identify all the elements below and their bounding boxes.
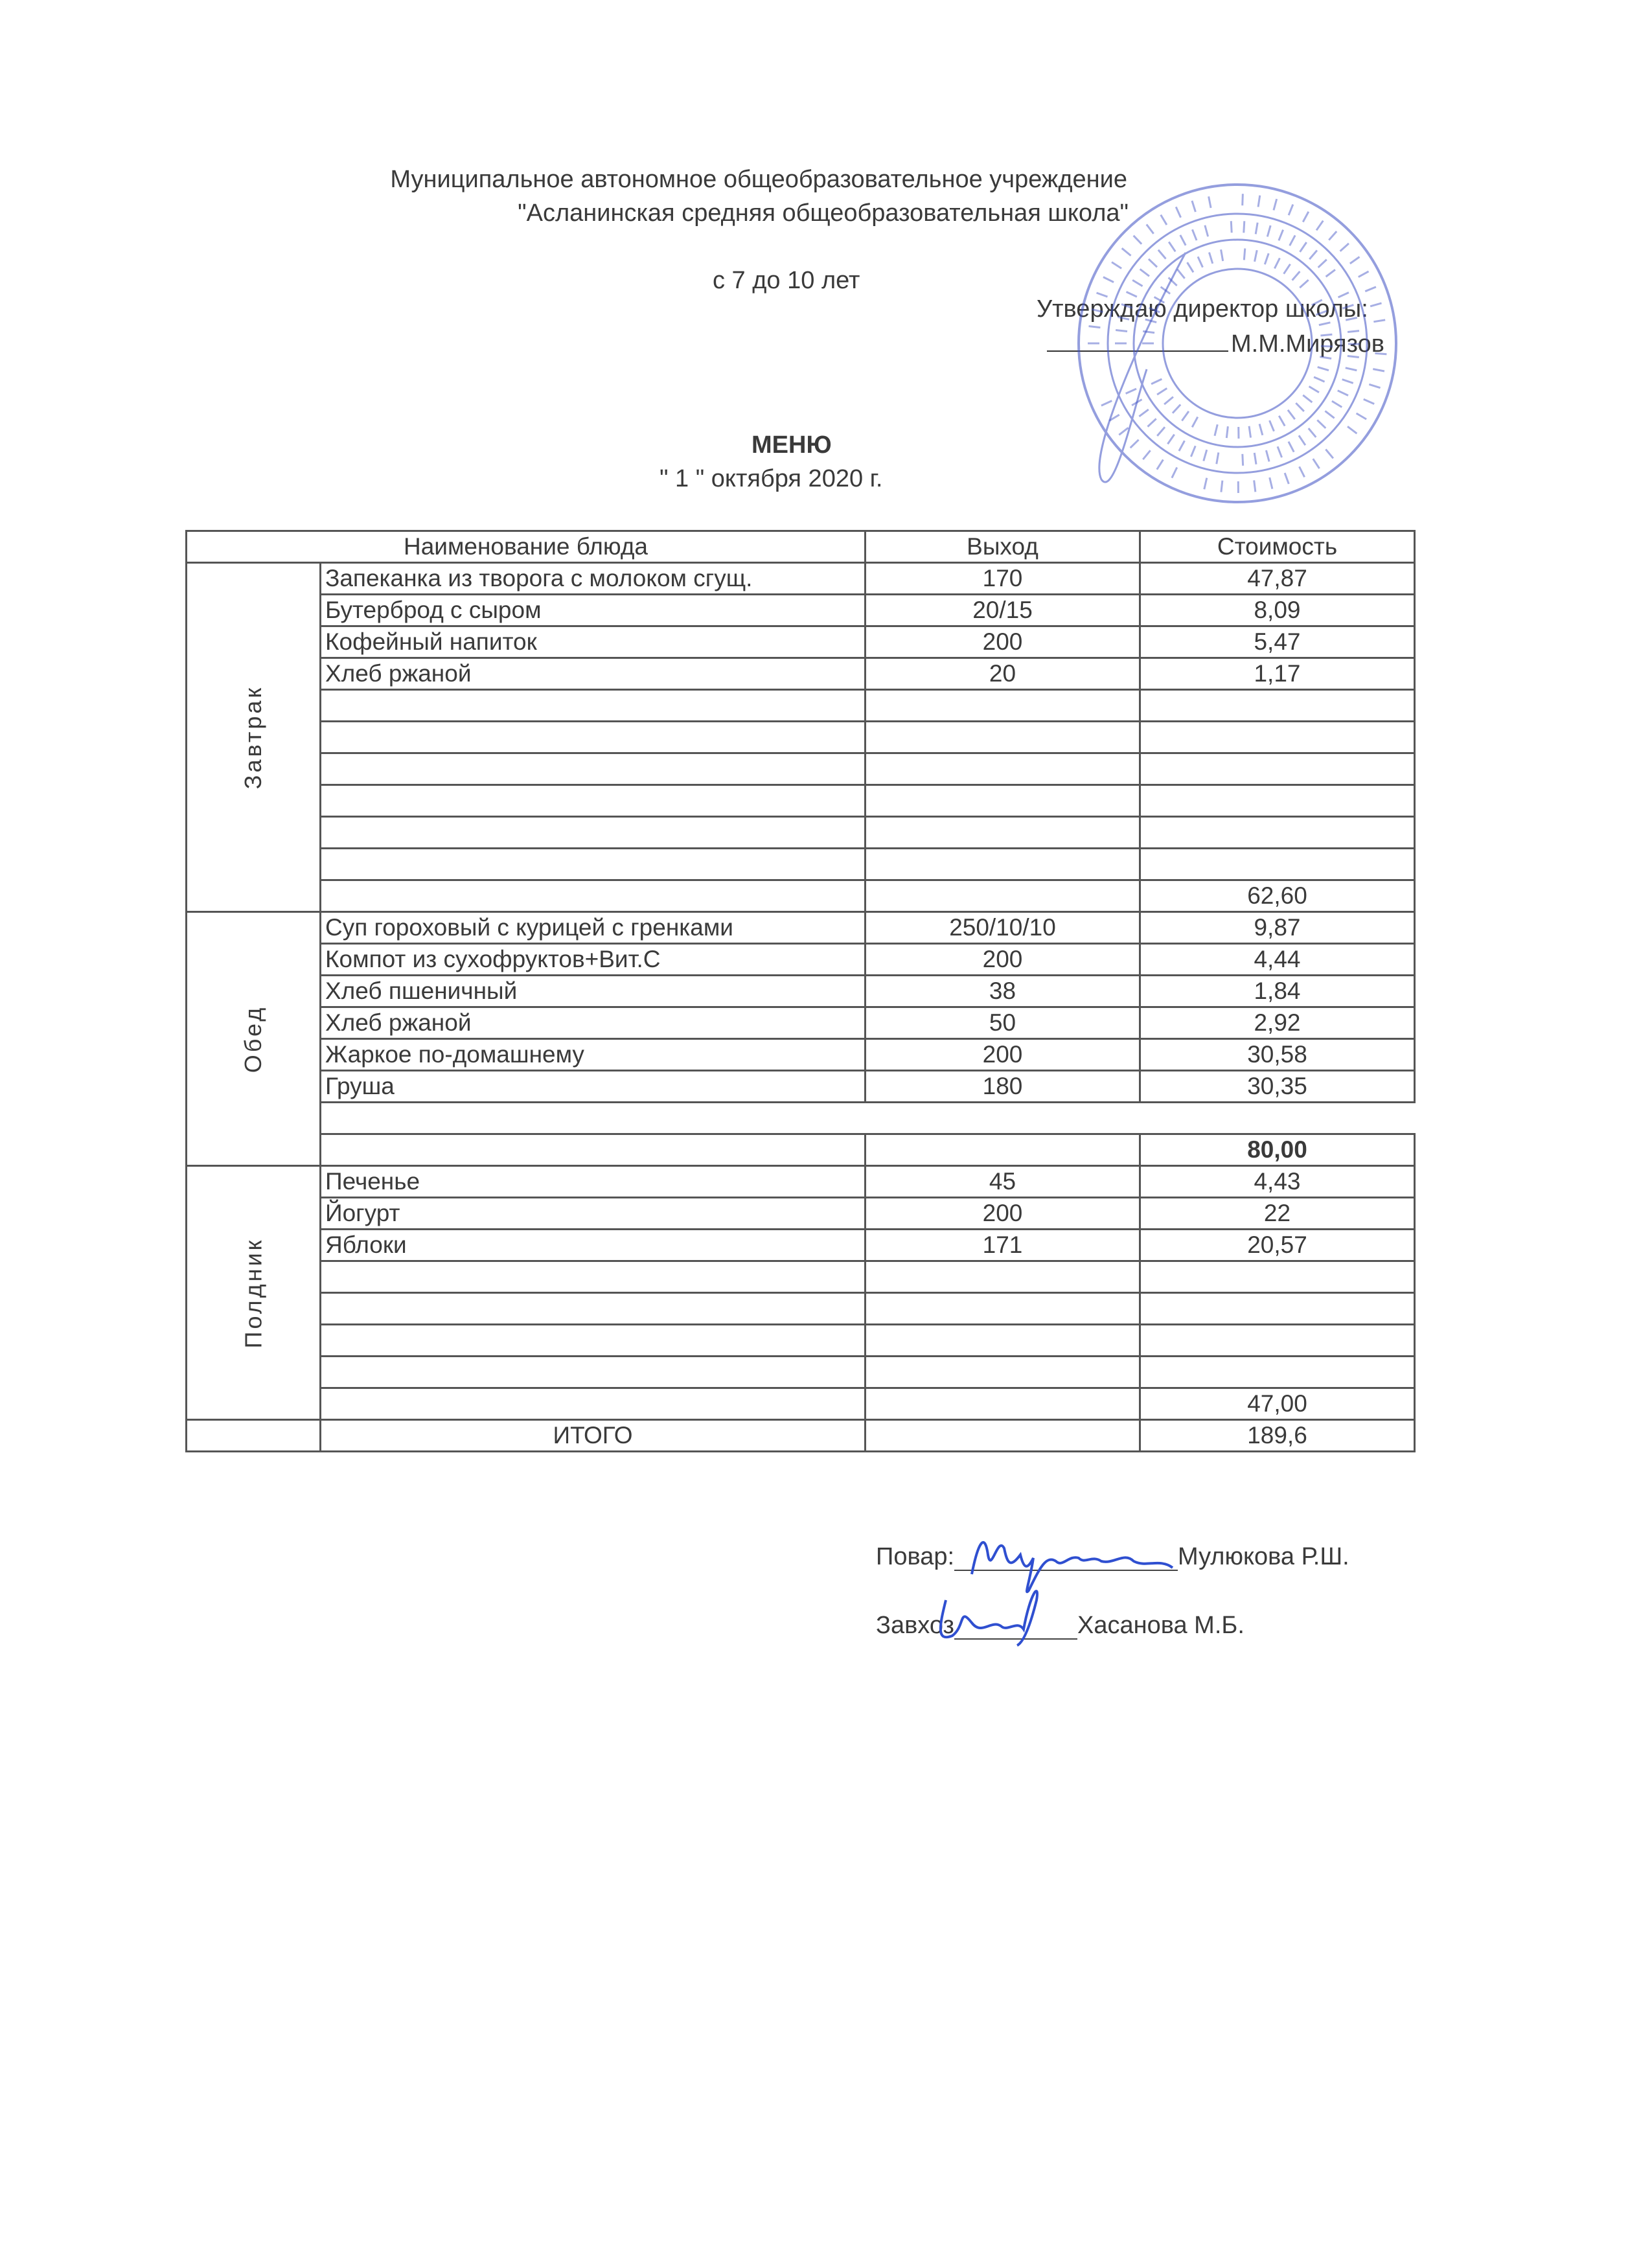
stamp-letter-mark — [1176, 207, 1180, 217]
stamp-letter-mark — [1151, 379, 1162, 384]
table-row — [187, 1166, 1415, 1198]
dish-cost: 1,17 — [1140, 658, 1415, 690]
stamp-letter-mark — [1284, 264, 1291, 274]
dish-output: 50 — [866, 1007, 1140, 1039]
stamp-letter-mark — [1342, 305, 1353, 309]
stamp-letter-mark — [1143, 450, 1150, 459]
meal-category-label: Полдник — [239, 1237, 266, 1348]
meal-category-1 — [187, 912, 321, 1166]
dish-output: 171 — [866, 1230, 1140, 1261]
stamp-letter-mark — [1278, 446, 1282, 457]
page-title: МЕНЮ — [751, 431, 832, 459]
stamp-letter-mark — [1192, 417, 1198, 428]
dish-cost — [1140, 1261, 1415, 1293]
dish-cost: 20,57 — [1140, 1230, 1415, 1261]
empty-merged-cell — [321, 1103, 1415, 1134]
stamp-letter-mark — [1167, 435, 1174, 444]
table-row — [187, 1325, 1415, 1357]
stamp-letter-mark — [1157, 427, 1165, 436]
column-header-output: Выход — [866, 531, 1140, 563]
empty-cell — [321, 880, 866, 912]
dish-name — [321, 753, 866, 785]
section-total-row — [187, 880, 1415, 912]
stamp-letter-mark — [1357, 413, 1367, 419]
stamp-letter-mark — [1303, 395, 1312, 402]
stamp-letter-mark — [1332, 401, 1342, 407]
column-header-cost: Стоимость — [1140, 531, 1415, 563]
stamp-letter-mark — [1140, 269, 1149, 276]
stamp-letter-mark — [1149, 259, 1157, 267]
grand-total-label: ИТОГО — [321, 1420, 866, 1452]
stamp-letter-mark — [1139, 409, 1148, 417]
stamp-letter-mark — [1316, 311, 1327, 315]
dish-cost — [1140, 690, 1415, 722]
stamp-letter-mark — [1309, 428, 1316, 437]
stamp-letter-mark — [1288, 410, 1295, 419]
dish-name: Хлеб ржаной — [321, 1007, 866, 1039]
stamp-letter-mark — [1112, 262, 1121, 269]
stamp-letter-mark — [1182, 411, 1188, 421]
empty-cell — [187, 1420, 321, 1452]
stamp-letter-mark — [1205, 225, 1208, 236]
stamp-letter-mark — [1244, 221, 1245, 233]
table-row — [187, 785, 1415, 817]
dish-cost: 47,87 — [1140, 563, 1415, 595]
dish-cost: 8,09 — [1140, 595, 1415, 626]
dish-output: 38 — [866, 976, 1140, 1007]
dish-cost — [1140, 722, 1415, 753]
keeper-handwritten-signature — [926, 1581, 1069, 1652]
stamp-letter-mark — [1092, 309, 1103, 312]
table-row — [187, 1071, 1415, 1103]
dish-name: Яблоки — [321, 1230, 866, 1261]
dish-name — [321, 817, 866, 849]
stamp-letter-mark — [1259, 424, 1263, 435]
stamp-letter-mark — [1121, 304, 1132, 308]
stamp-letter-mark — [1231, 221, 1232, 233]
dish-output: 20 — [866, 658, 1140, 690]
section-total: 47,00 — [1140, 1388, 1415, 1420]
stamp-letter-mark — [1373, 369, 1384, 371]
stamp-letter-mark — [1116, 330, 1127, 332]
dish-name: Бутерброд с сыром — [321, 595, 866, 626]
empty-cell — [321, 1134, 866, 1166]
stamp-letter-mark — [1177, 269, 1184, 279]
stamp-letter-mark — [1299, 435, 1305, 445]
table-row — [187, 753, 1415, 785]
stamp-letter-mark — [1319, 323, 1331, 325]
menu-date: " 1 " октября 2020 г. — [660, 465, 883, 492]
meal-category-2 — [187, 1166, 321, 1420]
stamp-letter-mark — [1346, 368, 1357, 371]
dish-name: Йогурт — [321, 1198, 866, 1230]
dish-output: 200 — [866, 626, 1140, 658]
dish-name: Печенье — [321, 1166, 866, 1198]
stamp-letter-mark — [1370, 303, 1381, 306]
dish-name: Жаркое по-домашнему — [321, 1039, 866, 1071]
dish-output — [866, 690, 1140, 722]
dish-output — [866, 1325, 1140, 1357]
stamp-letter-mark — [1321, 346, 1333, 347]
stamp-letter-mark — [1249, 426, 1251, 438]
table-row — [187, 817, 1415, 849]
stamp-letter-mark — [1187, 262, 1193, 272]
dish-output — [866, 722, 1140, 753]
stamp-letter-mark — [1274, 199, 1277, 210]
dish-name — [321, 1357, 866, 1388]
dish-output: 20/15 — [866, 595, 1140, 626]
table-row — [187, 912, 1415, 944]
dish-cost: 4,43 — [1140, 1166, 1415, 1198]
empty-cell — [866, 1420, 1140, 1452]
stamp-letter-mark — [1300, 280, 1308, 288]
stamp-letter-mark — [1244, 248, 1245, 260]
stamp-letter-mark — [1350, 257, 1360, 263]
dish-output: 170 — [866, 563, 1140, 595]
stamp-letter-mark — [1157, 388, 1167, 395]
stamp-letter-mark — [1320, 334, 1332, 336]
table-row — [187, 722, 1415, 753]
stamp-letter-mark — [1173, 405, 1180, 413]
meal-category-label: Обед — [239, 1005, 266, 1073]
dish-cost — [1140, 817, 1415, 849]
stamp-letter-mark — [1359, 271, 1369, 277]
stamp-letter-mark — [1172, 468, 1177, 478]
stamp-letter-mark — [1348, 356, 1359, 357]
stamp-letter-mark — [1147, 418, 1156, 426]
dish-cost: 9,87 — [1140, 912, 1415, 944]
stamp-letter-mark — [1209, 253, 1212, 264]
dish-output: 250/10/10 — [866, 912, 1140, 944]
dish-output: 200 — [866, 1198, 1140, 1230]
stamp-letter-mark — [1375, 353, 1386, 354]
dish-name — [321, 1293, 866, 1325]
table-header-row — [187, 531, 1415, 563]
stamp-letter-mark — [1221, 249, 1223, 261]
stamp-letter-mark — [1289, 442, 1294, 452]
dish-name — [321, 785, 866, 817]
keeper-label: Завхоз — [876, 1612, 954, 1639]
table-row — [187, 1198, 1415, 1230]
stamp-letter-mark — [1217, 452, 1219, 464]
section-total: 80,00 — [1140, 1134, 1415, 1166]
dish-output — [866, 753, 1140, 785]
table-row — [187, 658, 1415, 690]
dish-cost: 2,92 — [1140, 1007, 1415, 1039]
stamp-letter-mark — [1348, 331, 1359, 332]
table-row — [187, 626, 1415, 658]
dish-output — [866, 1357, 1140, 1388]
stamp-letter-mark — [1274, 258, 1279, 268]
dish-cost — [1140, 849, 1415, 880]
dish-name: Запеканка из творога с молоком сгущ. — [321, 563, 866, 595]
dish-output — [866, 849, 1140, 880]
stamp-letter-mark — [1204, 450, 1207, 461]
empty-cell — [866, 1134, 1140, 1166]
dish-output — [866, 1261, 1140, 1293]
stamp-letter-mark — [1318, 260, 1327, 268]
stamp-letter-mark — [1364, 399, 1374, 404]
dish-name: Кофейный напиток — [321, 626, 866, 658]
dish-output — [866, 817, 1140, 849]
stamp-letter-mark — [1198, 257, 1202, 267]
dish-name: Груша — [321, 1071, 866, 1103]
stamp-letter-mark — [1309, 250, 1317, 259]
dish-name — [321, 1261, 866, 1293]
organization-name-line1: Муниципальное автономное общеобразовательное учреждение — [390, 166, 1127, 193]
stamp-letter-mark — [1312, 300, 1322, 305]
dish-output: 200 — [866, 1039, 1140, 1071]
stamp-letter-mark — [1340, 244, 1349, 251]
table-row — [187, 849, 1415, 880]
director-name: М.М.Мирязов — [1231, 330, 1384, 358]
stamp-letter-mark — [1318, 367, 1329, 371]
table-row — [187, 690, 1415, 722]
stamp-letter-mark — [1134, 236, 1141, 244]
stamp-letter-mark — [1326, 269, 1335, 277]
stamp-letter-mark — [1292, 271, 1300, 281]
stamp-letter-mark — [1300, 242, 1307, 252]
menu-table — [185, 530, 1416, 1452]
table-row — [187, 1261, 1415, 1293]
table-row — [187, 1357, 1415, 1388]
dish-output: 200 — [866, 944, 1140, 976]
cook-label: Повар: — [876, 1543, 955, 1570]
table-row — [187, 1293, 1415, 1325]
stamp-letter-mark — [1180, 235, 1186, 246]
grand-total-value: 189,6 — [1140, 1420, 1415, 1452]
stamp-letter-mark — [1161, 215, 1167, 225]
stamp-letter-mark — [1103, 277, 1114, 282]
stamp-letter-mark — [1209, 196, 1211, 208]
stamp-letter-mark — [1147, 224, 1154, 233]
meal-category-label: Завтрак — [239, 685, 266, 790]
section-total-row — [187, 1134, 1415, 1166]
dish-name: Суп гороховый с курицей с гренками — [321, 912, 866, 944]
stamp-letter-mark — [1325, 450, 1333, 459]
stamp-letter-mark — [1338, 391, 1348, 396]
stamp-letter-mark — [1226, 426, 1228, 438]
dish-cost: 30,35 — [1140, 1071, 1415, 1103]
stamp-letter-mark — [1303, 212, 1309, 222]
stamp-letter-mark — [1122, 248, 1131, 255]
keeper-name: Хасанова М.Б. — [1077, 1612, 1245, 1639]
dish-cost — [1140, 1357, 1415, 1388]
table-row — [187, 1230, 1415, 1261]
stamp-letter-mark — [1342, 380, 1353, 384]
stamp-letter-mark — [1132, 280, 1142, 286]
table-row — [187, 563, 1415, 595]
column-header-dish: Наименование блюда — [187, 531, 866, 563]
stamp-letter-mark — [1285, 473, 1289, 484]
stamp-letter-mark — [1348, 426, 1357, 433]
table-row — [187, 1007, 1415, 1039]
stamp-letter-mark — [1192, 229, 1197, 240]
dish-output — [866, 785, 1140, 817]
stamp-letter-mark — [1254, 480, 1256, 492]
empty-cell — [866, 1388, 1140, 1420]
stamp-letter-mark — [1215, 424, 1217, 435]
stamp-letter-mark — [1270, 477, 1272, 489]
stamp-letter-mark — [1126, 389, 1136, 393]
stamp-letter-mark — [1157, 460, 1164, 470]
empty-cell — [321, 1388, 866, 1420]
dish-cost: 4,44 — [1140, 944, 1415, 976]
dish-cost: 30,58 — [1140, 1039, 1415, 1071]
stamp-letter-mark — [1329, 231, 1337, 240]
approval-label: Утверждаю директор школы: — [1037, 295, 1368, 323]
table-row — [187, 944, 1415, 976]
dish-name — [321, 722, 866, 753]
stamp-letter-mark — [1267, 225, 1270, 236]
stamp-letter-mark — [1221, 481, 1222, 492]
stamp-letter-mark — [1258, 196, 1260, 207]
stamp-letter-mark — [1338, 292, 1349, 297]
stamp-letter-mark — [1169, 242, 1175, 251]
dish-cost — [1140, 1293, 1415, 1325]
dish-cost: 22 — [1140, 1198, 1415, 1230]
section-total: 62,60 — [1140, 880, 1415, 912]
stamp-letter-mark — [1089, 326, 1101, 328]
stamp-letter-mark — [1316, 221, 1323, 231]
dish-cost — [1140, 785, 1415, 817]
dish-name: Хлеб ржаной — [321, 658, 866, 690]
stamp-letter-mark — [1279, 416, 1285, 426]
table-row — [187, 1039, 1415, 1071]
stamp-letter-mark — [1158, 250, 1166, 259]
grand-total-row — [187, 1420, 1415, 1452]
stamp-letter-mark — [1373, 320, 1385, 322]
stamp-letter-mark — [1127, 292, 1137, 297]
stamp-letter-mark — [1309, 386, 1319, 392]
stamp-letter-mark — [1279, 230, 1283, 241]
dish-cost — [1140, 1325, 1415, 1357]
stamp-letter-mark — [1192, 201, 1195, 212]
table-row — [187, 595, 1415, 626]
dish-name — [321, 849, 866, 880]
stamp-letter-mark — [1101, 401, 1112, 406]
dish-output: 180 — [866, 1071, 1140, 1103]
organization-name-line2: "Асланинская средняя общеобразовательная школа" — [518, 200, 1129, 227]
stamp-letter-mark — [1179, 441, 1185, 451]
stamp-letter-mark — [1346, 317, 1357, 320]
stamp-letter-mark — [1118, 317, 1129, 319]
dish-output — [866, 1293, 1140, 1325]
stamp-letter-mark — [1369, 384, 1380, 387]
dish-name: Хлеб пшеничный — [321, 976, 866, 1007]
dish-cost — [1140, 753, 1415, 785]
section-total-row — [187, 1388, 1415, 1420]
dish-name — [321, 690, 866, 722]
dish-name — [321, 1325, 866, 1357]
dish-output: 45 — [866, 1166, 1140, 1198]
school-stamp — [1062, 175, 1412, 512]
stamp-letter-mark — [1254, 453, 1256, 464]
stamp-letter-mark — [1365, 287, 1376, 292]
stamp-letter-mark — [1289, 205, 1293, 216]
stamp-letter-mark — [1097, 293, 1108, 297]
stamp-letter-mark — [1296, 403, 1304, 411]
cook-name: Мулюкова Р.Ш. — [1178, 1543, 1349, 1570]
stamp-letter-mark — [1300, 466, 1305, 477]
stamp-letter-mark — [1314, 377, 1324, 382]
stamp-letter-mark — [1290, 235, 1295, 246]
table-row — [187, 1103, 1415, 1134]
table-row — [187, 976, 1415, 1007]
stamp-letter-mark — [1313, 459, 1320, 468]
stamp-letter-mark — [1255, 250, 1257, 262]
stamp-letter-mark — [1266, 450, 1269, 461]
stamp-letter-mark — [1270, 420, 1274, 431]
empty-cell — [866, 880, 1140, 912]
stamp-letter-mark — [1164, 397, 1173, 405]
stamp-letter-mark — [1265, 253, 1268, 264]
stamp-letter-mark — [1325, 411, 1334, 418]
stamp-letter-mark — [1191, 446, 1195, 457]
stamp-letter-mark — [1256, 223, 1257, 235]
dish-cost: 5,47 — [1140, 626, 1415, 658]
stamp-letter-mark — [1317, 420, 1325, 428]
meal-category-0 — [187, 563, 321, 912]
stamp-letter-mark — [1130, 440, 1139, 448]
stamp-letter-mark — [1204, 478, 1207, 490]
dish-cost: 1,84 — [1140, 976, 1415, 1007]
age-group: с 7 до 10 лет — [713, 267, 860, 294]
stamp-letter-mark — [1320, 357, 1331, 359]
dish-name: Компот из сухофруктов+Вит.С — [321, 944, 866, 976]
